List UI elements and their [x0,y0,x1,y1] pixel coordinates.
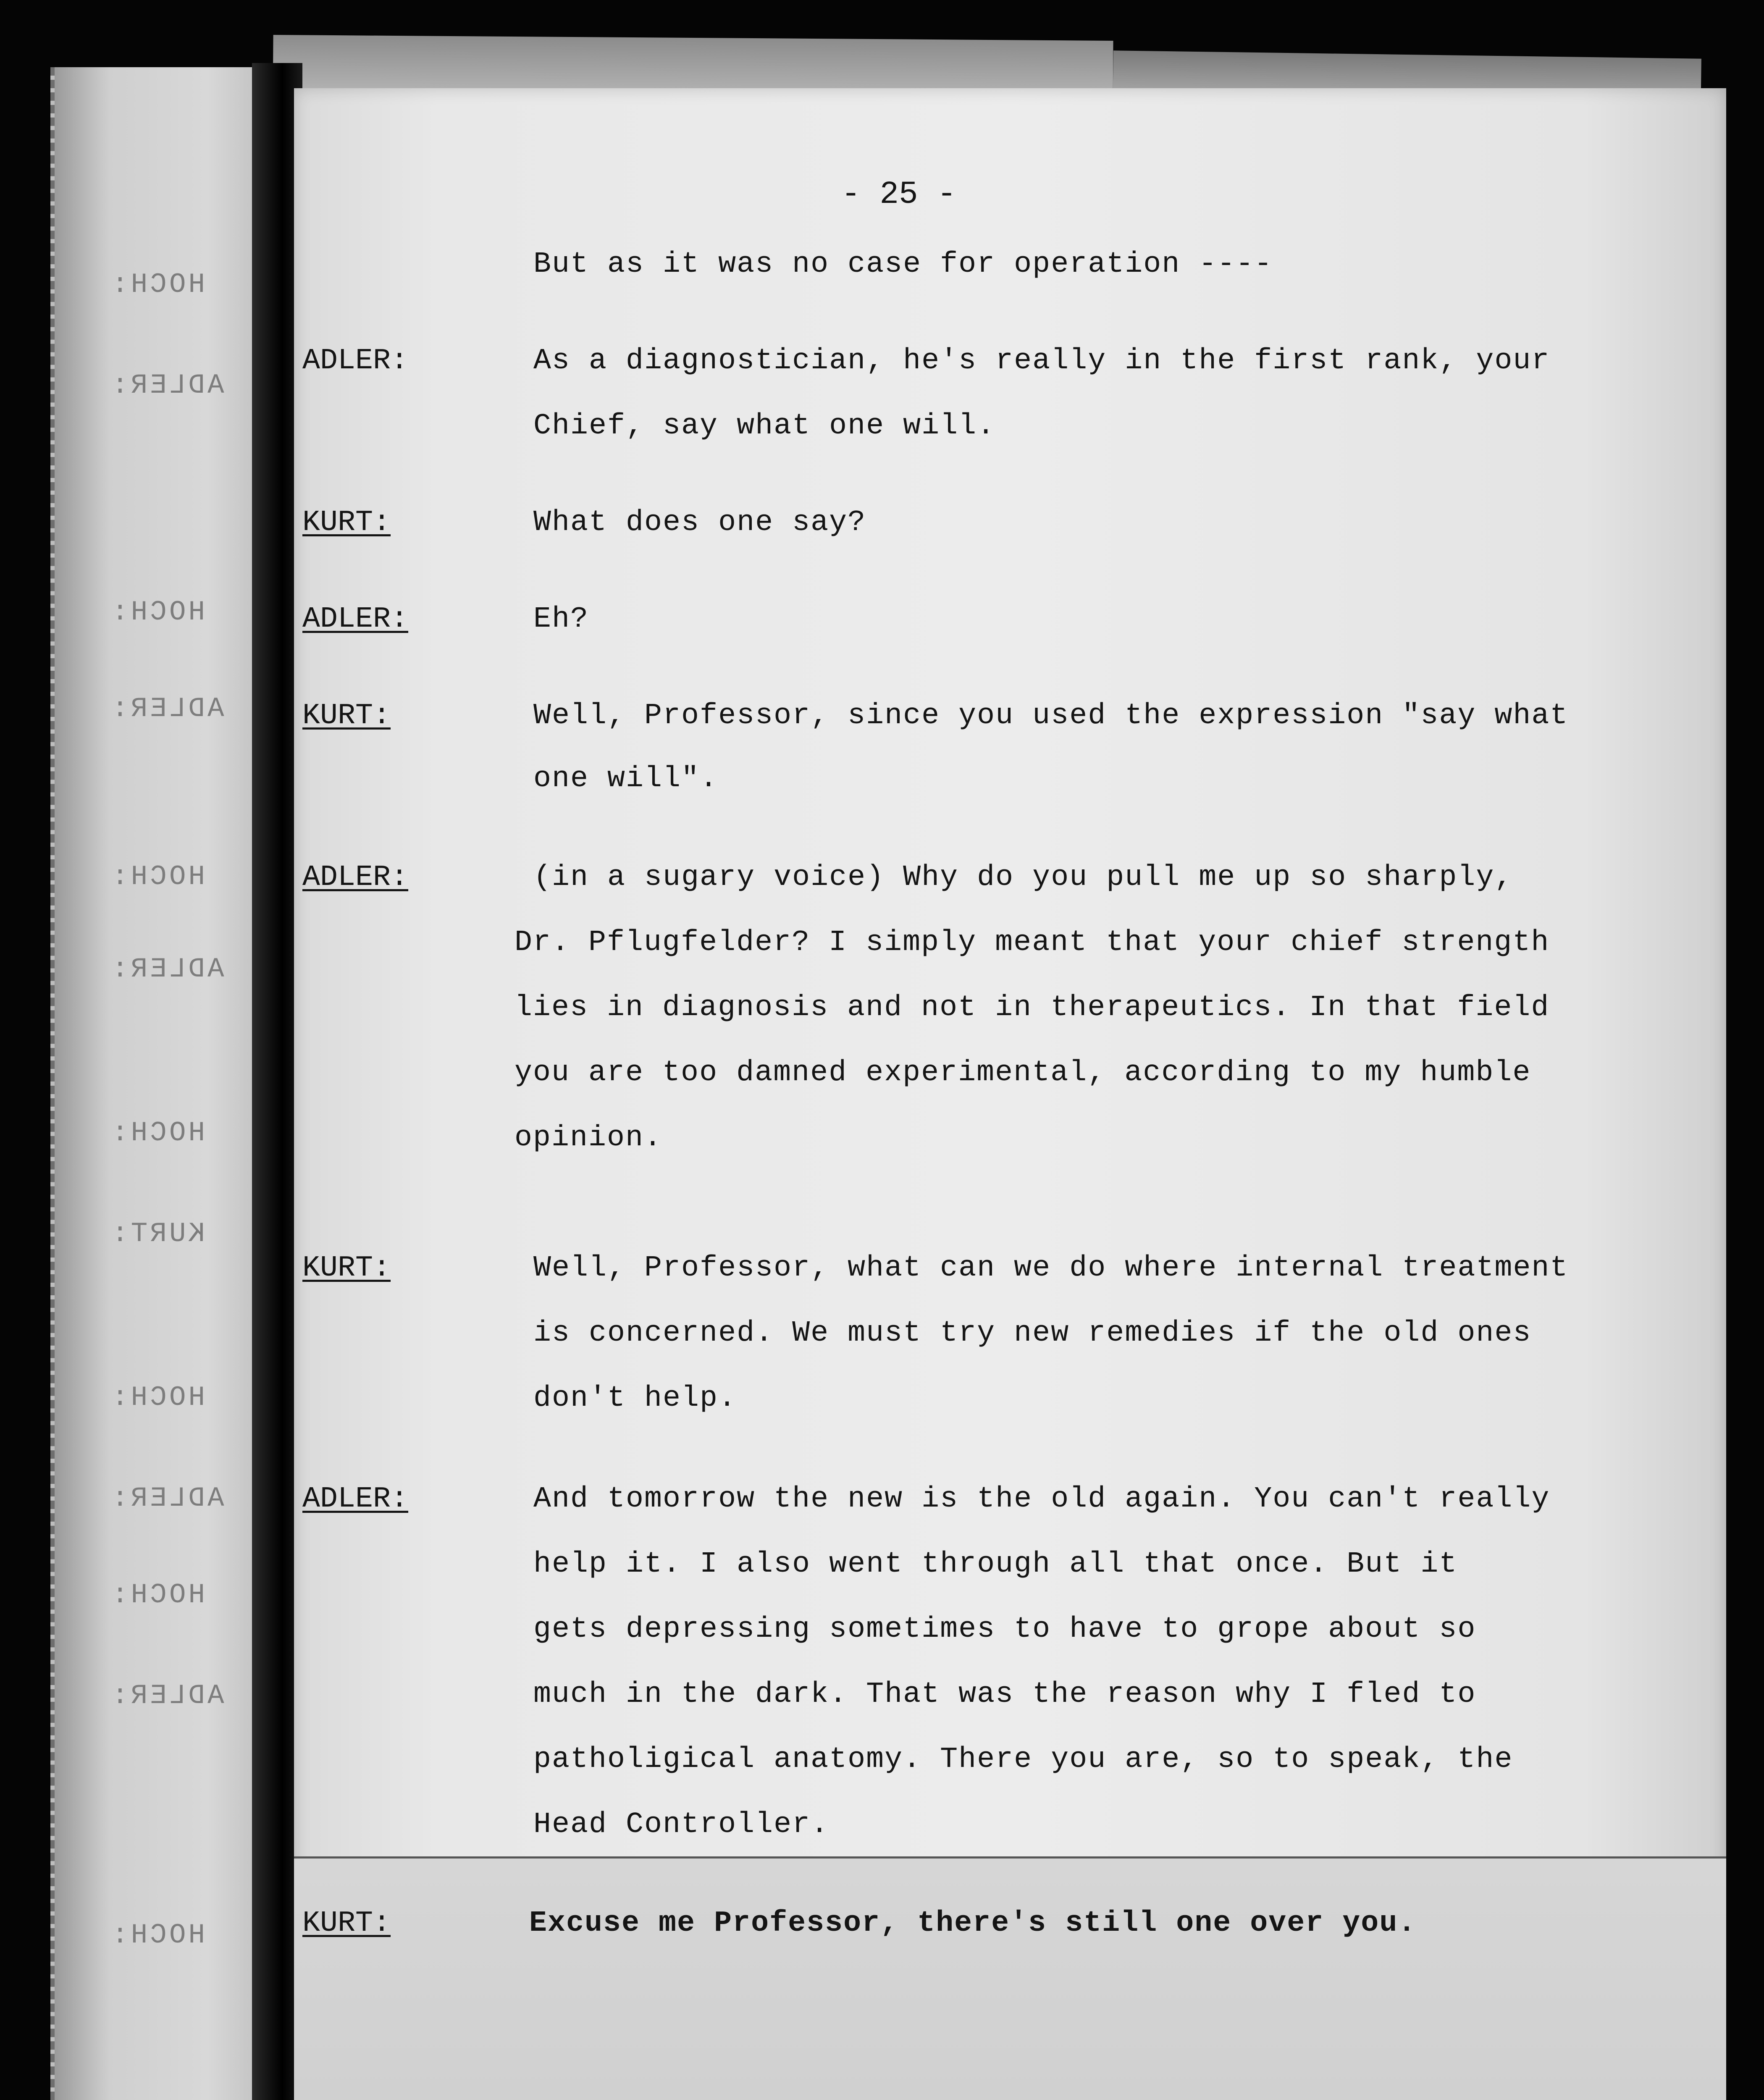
speaker-name: ADLER: [302,603,409,636]
speaker-label [302,1483,408,1516]
dialogue-line: one will". [533,762,719,795]
dialogue-line: What does one say? [533,506,866,539]
dialogue-line: But as it was no case for operation ---- [533,248,1273,281]
dialogue-line: don't help. [533,1382,737,1415]
dialogue-line: much in the dark. That was the reason why I fled to [533,1678,1476,1711]
dialogue-line: (in a sugary voice) Why do you pull me up so sharply, [533,861,1513,894]
ghost-margin-label: ADLER: [109,1483,224,1514]
typescript-sheet [294,88,1726,2100]
dialogue-line: lies in diagnosis and not in therapeutics. In that field [514,991,1550,1024]
ghost-margin-label: HOCH: [109,1117,205,1149]
speaker-label [302,603,408,636]
speaker-name: KURT: [302,699,391,732]
ghost-margin-label: HOCH: [109,1382,205,1413]
speaker-name: ADLER: [302,344,409,378]
ghost-margin-label: HOCH: [109,269,205,300]
speaker-label [302,1252,391,1285]
speaker-name: ADLER: [302,861,409,894]
speaker-name: ADLER: [302,1483,409,1516]
dialogue-line: Dr. Pflugfelder? I simply meant that your chief strength [514,926,1550,959]
ghost-margin-label: HOCH: [109,1919,205,1951]
ghost-margin-label: KURT: [109,1218,205,1250]
ghost-margin-label: ADLER: [109,370,224,401]
dialogue-line: Well, Professor, what can we do where internal treatment [533,1252,1569,1285]
dialogue-line: gets depressing sometimes to have to grope about so [533,1613,1476,1646]
dialogue-line: Excuse me Professor, there's still one over you. [529,1907,1417,1940]
dialogue-line: help it. I also went through all that once. But it [533,1548,1458,1581]
dialogue-line: And tomorrow the new is the old again. You can't really [533,1483,1550,1516]
dialogue-line: As a diagnostician, he's really in the first rank, your [533,344,1550,378]
speaker-name: KURT: [302,1907,391,1940]
speaker-label [302,861,408,894]
ghost-margin-label: ADLER: [109,953,224,985]
ghost-margin-label: HOCH: [109,596,205,628]
speaker-name: KURT: [302,506,391,539]
ghost-margin-label: ADLER: [109,1680,224,1712]
dialogue-line: patholigical anatomy. There you are, so to speak, the [533,1743,1513,1776]
dialogue-line: Well, Professor, since you used the expression "say what [533,699,1569,732]
ghost-margin-label: HOCH: [109,861,205,892]
dialogue-line: is concerned. We must try new remedies if the old ones [533,1317,1532,1350]
sheet-lower-band [294,1856,1726,2100]
dialogue-line: Eh? [533,603,589,636]
dialogue-line: Head Controller. [533,1808,830,1841]
speaker-label [302,1907,391,1940]
ghost-margin-label: HOCH: [109,1579,205,1611]
dialogue-line: you are too damned experimental, according to my humble [514,1056,1531,1089]
speaker-name: KURT: [302,1252,391,1285]
page-number: - 25 - [841,176,956,213]
dialogue-line: opinion. [514,1121,663,1155]
speaker-label [302,344,408,378]
dialogue-line: Chief, say what one will. [533,410,996,443]
speaker-label [302,699,391,732]
ghost-margin-label: ADLER: [109,693,224,724]
speaker-label [302,506,391,539]
